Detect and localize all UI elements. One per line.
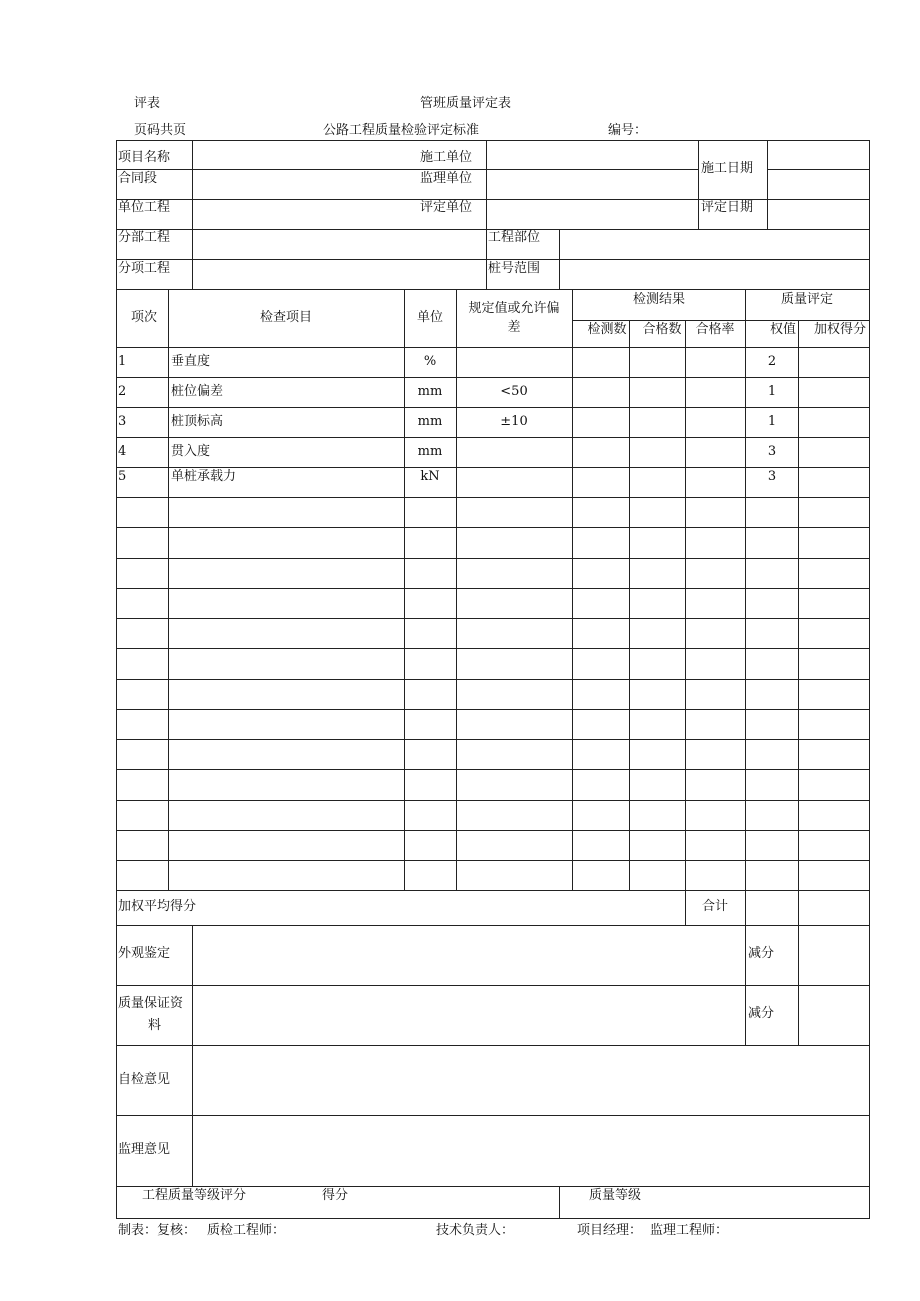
prepared-by-label: 制表： [118, 1223, 158, 1238]
check-item: 单桩承载力 [171, 469, 237, 484]
unit-value: mm [417, 384, 443, 399]
contract-section-label: 合同段 [118, 171, 158, 186]
subitem-project-label: 分项工程 [118, 261, 171, 276]
self-check-label: 自检意见 [118, 1072, 171, 1087]
qa-docs-deduction-label: 减分 [748, 1006, 775, 1021]
col-result-count-header: 检测数 [587, 322, 627, 337]
total-label: 合计 [702, 899, 729, 914]
unit-value: % [423, 354, 437, 369]
supervision-engineer-label: 监理工程师： [650, 1223, 729, 1238]
project-manager-label: 项目经理： [577, 1223, 643, 1238]
project-name-label: 项目名称 [118, 150, 171, 165]
chainage-range-label: 桩号范围 [488, 261, 541, 276]
col-result-rate-header: 合格率 [695, 322, 735, 337]
col-unit-header: 单位 [416, 310, 444, 325]
quality-grade-label: 质量等级 [589, 1188, 642, 1203]
evaluation-form [116, 140, 870, 1219]
weight-value: 3 [767, 469, 777, 484]
row-number: 5 [118, 469, 127, 484]
supervision-unit-label: 监理单位 [420, 171, 473, 186]
spec-value: ±10 [500, 414, 528, 429]
col-weighted-score-header: 加权得分 [813, 322, 867, 337]
grade-score-label: 工程质量等级评分 [142, 1188, 247, 1203]
row-number: 4 [118, 444, 127, 459]
qa-docs-label: 质量保证资 [118, 996, 184, 1011]
division-project-label: 分部工程 [118, 230, 171, 245]
project-location-label: 工程部位 [488, 230, 541, 245]
unit-project-label: 单位工程 [118, 200, 171, 215]
weight-value: 2 [767, 354, 777, 369]
construction-date-label: 施工日期 [701, 161, 754, 176]
row-number: 3 [118, 414, 127, 429]
col-weight-header: 权值 [769, 322, 797, 337]
weighted-average-label: 加权平均得分 [118, 899, 197, 914]
row-number: 1 [118, 354, 127, 369]
col-result-header: 检测结果 [632, 292, 686, 307]
col-spec-header: 规定值或允许偏 [468, 301, 560, 316]
reviewed-by-label: 复核： [157, 1223, 197, 1238]
appearance-deduction-label: 减分 [748, 946, 775, 961]
check-item: 桩位偏差 [171, 384, 224, 399]
col-quality-header: 质量评定 [780, 292, 834, 307]
appearance-label: 外观鉴定 [118, 946, 171, 961]
check-item: 垂直度 [171, 354, 211, 369]
qc-engineer-label: 质检工程师： [207, 1223, 286, 1238]
weight-value: 1 [767, 384, 777, 399]
standard-name: 公路工程质量检验评定标准 [323, 123, 480, 138]
evaluation-date-label: 评定日期 [701, 200, 754, 215]
unit-value: kN [420, 469, 440, 484]
spec-value: <50 [500, 384, 528, 399]
qa-docs-label-line2: 料 [148, 1018, 162, 1033]
form-title: 管班质量评定表 [420, 96, 512, 111]
tech-lead-label: 技术负责人： [436, 1223, 515, 1238]
construction-unit-label: 施工单位 [420, 150, 473, 165]
row-number: 2 [118, 384, 127, 399]
supervision-opinion-label: 监理意见 [118, 1142, 171, 1157]
score-label: 得分 [322, 1188, 349, 1203]
number-label: 编号： [608, 123, 648, 138]
col-item-header: 项次 [130, 310, 158, 325]
check-item: 桩顶标高 [171, 414, 224, 429]
col-check-header: 检查项目 [259, 310, 313, 325]
evaluation-unit-label: 评定单位 [420, 200, 473, 215]
weight-value: 1 [767, 414, 777, 429]
unit-value: mm [417, 444, 443, 459]
page-info: 页码共页 [134, 123, 187, 138]
weight-value: 3 [767, 444, 777, 459]
col-result-pass-header: 合格数 [642, 322, 682, 337]
col-spec-header-line2: 差 [507, 320, 521, 335]
check-item: 贯入度 [171, 444, 211, 459]
form-code: 评表 [134, 96, 161, 111]
unit-value: mm [417, 414, 443, 429]
